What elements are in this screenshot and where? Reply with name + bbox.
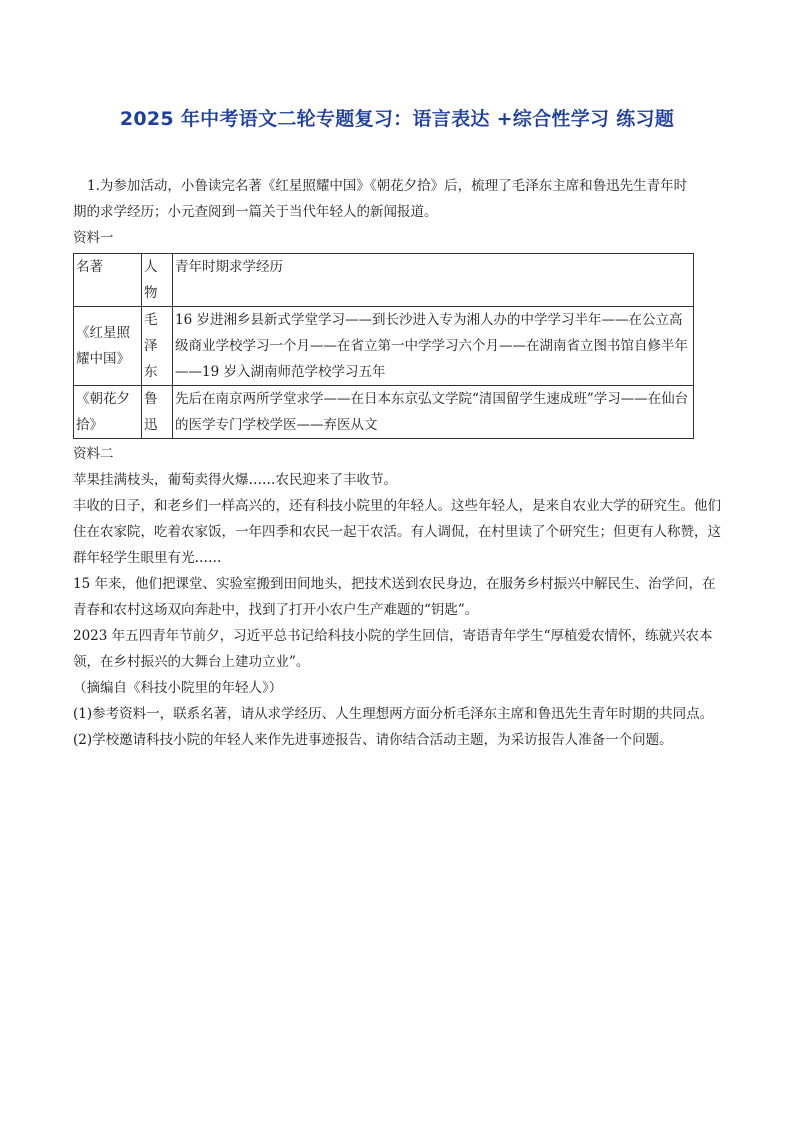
material2-paragraph: 丰收的日子，和老乡们一样高兴的，还有科技小院里的年轻人。这些年轻人，是来自农业大学的研究生。他们住在农家院，吃着农家饭，一年四季和农民一起干农活。有人调侃，在村里读了个研究生；但更有人称赞，这群年轻学生眼里有光…… [73,498,721,566]
material1-table [73,253,694,439]
material2-paragraph: 2023 年五四青年节前夕，习近平总书记给科技小院的学生回信，寄语青年学生“厚植爱农情怀，练就兴农本领，在乡村振兴的大舞台上建功立业”。 [73,628,713,670]
cell-person: 鲁迅 [142,386,173,439]
material2-source: （摘编自《科技小院里的年轻人》） [73,680,283,696]
table-row [74,307,694,386]
question-body [73,173,723,753]
sub-question-2: (2)学校邀请科技小院的年轻人来作先进事迹报告、请你结合活动主题，为采访报告人准备一个问题。 [73,732,673,748]
question-intro-line1: 1.为参加活动，小鲁读完名著《红星照耀中国》《朝花夕拾》后，梳理了毛泽东主席和鲁迅先生青年时 [87,178,688,194]
header-book: 名著 [74,254,142,307]
material1-label: 资料一 [73,230,114,246]
header-person: 人物 [142,254,173,307]
cell-experience: 先后在南京两所学堂求学——在日本东京弘文学院“清国留学生速成班”学习——在仙台的医学专门学校学医——弃医从文 [173,386,694,439]
material2-paragraph: 15 年来，他们把课堂、实验室搬到田间地头，把技术送到农民身边，在服务乡村振兴中解民生、治学问，在青春和农村这场双向奔赴中，找到了打开小农户生产难题的“钥匙”。 [73,576,716,618]
material2-paragraph: 苹果挂满枝头，葡萄卖得火爆……农民迎来了丰收节。 [73,472,397,488]
header-experience: 青年时期求学经历 [173,254,694,307]
table-row [74,386,694,439]
table-header-row [74,254,694,307]
cell-book: 《红星照耀中国》 [74,307,142,386]
cell-person: 毛泽东 [142,307,173,386]
material2-label: 资料二 [73,446,114,462]
cell-experience: 16 岁进湘乡县新式学堂学习——到长沙进入专为湘人办的中学学习半年——在公立高级商业学校学习一个月——在省立第一中学学习六个月——在湖南省立图书馆自修半年——19 岁入湖南师范学校学习五年 [173,307,694,386]
question-intro-line2: 期的求学经历；小元查阅到一篇关于当代年轻人的新闻报道。 [73,204,438,220]
question-intro [73,173,723,225]
sub-question-1: (1)参考资料一，联系名著，请从求学经历、人生理想两方面分析毛泽东主席和鲁迅先生青年时期的共同点。 [73,706,714,722]
page-title: 2025 年中考语文二轮专题复习：语言表达 +综合性学习 练习题 [119,108,675,130]
cell-book: 《朝花夕拾》 [74,386,142,439]
